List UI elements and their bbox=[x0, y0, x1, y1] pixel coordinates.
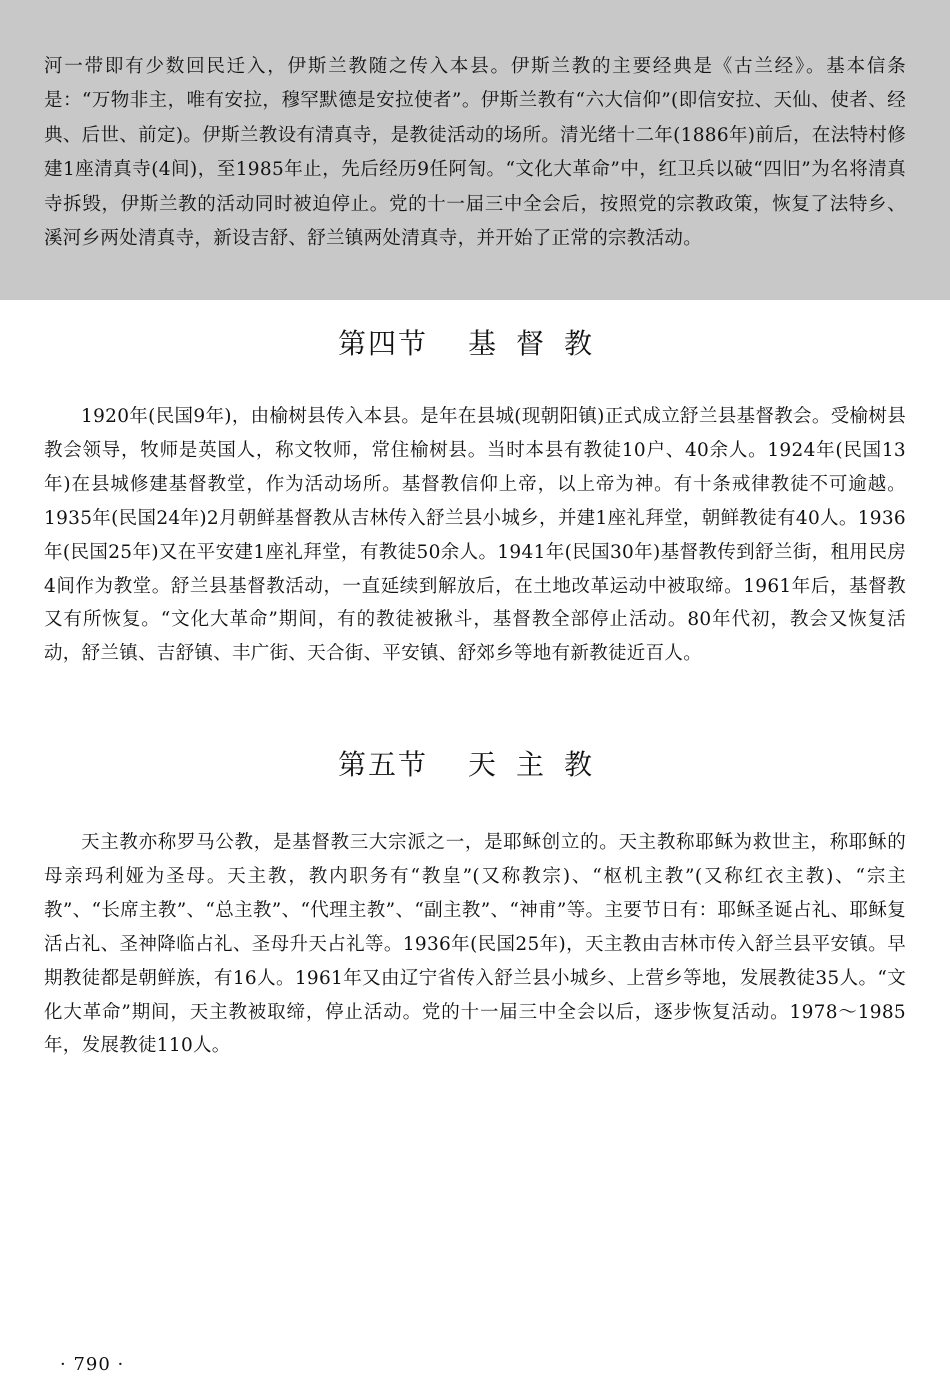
section-4-paragraph: 1920年(民国9年)，由榆树县传入本县。是年在县城(现朝阳镇)正式成立舒兰县基督教会。受榆树县教会领导，牧师是英国人，称文牧师，常住榆树县。当时本县有教徒10户、40余人。1924年(民国13年)在县城修建基督教堂，作为活动场所。基督教信仰上帝，以上帝为神。有十条戒律教徒不可逾越。1935年(民国24年)2月朝鲜基督教从吉林传入舒兰县小城乡，并建1座礼拜堂，朝鲜教徒有40人。1936年(民国25年)又在平安建1座礼拜堂，有教徒50余人。1941年(民国30年)基督教传到舒兰街，租用民房4间作为教堂。舒兰县基督教活动，一直延续到解放后，在土地改革运动中被取缔。1961年后，基督教又有所恢复。“文化大革命”期间，有的教徒被揪斗，基督教全部停止活动。80年代初，教会又恢复活动，舒兰镇、吉舒镇、丰广街、天合街、平安镇、舒郊乡等地有新教徒近百人。 bbox=[44, 406, 906, 665]
section-4-heading bbox=[0, 322, 950, 362]
section-5-heading bbox=[0, 743, 950, 783]
section-5-number: 第五节 bbox=[337, 748, 428, 781]
section-4-name: 基督教 bbox=[468, 327, 613, 360]
section-4-number: 第四节 bbox=[337, 327, 428, 360]
section-5-name: 天主教 bbox=[468, 748, 613, 781]
previous-section-continuation bbox=[0, 0, 950, 300]
section-5-paragraph: 天主教亦称罗马公教，是基督教三大宗派之一，是耶稣创立的。天主教称耶稣为救世主，称耶稣的母亲玛利娅为圣母。天主教，教内职务有“教皇”(又称教宗)、“枢机主教”(又称红衣主教)、“宗主教”、“长席主教”、“总主教”、“代理主教”、“副主教”、“神甫”等。主要节日有：耶稣圣诞占礼、耶稣复活占礼、圣神降临占礼、圣母升天占礼等。1936年(民国25年)，天主教由吉林市传入舒兰县平安镇。早期教徒都是朝鲜族，有16人。1961年又由辽宁省传入舒兰县小城乡、上营乡等地，发展教徒35人。“文化大革命”期间，天主教被取缔，停止活动。党的十一届三中全会以后，逐步恢复活动。1978～1985年，发展教徒110人。 bbox=[44, 832, 906, 1057]
page-number: · 790 · bbox=[60, 1354, 125, 1375]
continued-paragraph: 河一带即有少数回民迁入，伊斯兰教随之传入本县。伊斯兰教的主要经典是《古兰经》。基本信条是：“万物非主，唯有安拉，穆罕默德是安拉使者”。伊斯兰教有“六大信仰”(即信安拉、天仙、使者、经典、后世、前定)。伊斯兰教设有清真寺，是教徒活动的场所。清光绪十二年(1886年)前后，在法特村修建1座清真寺(4间)，至1985年止，先后经历9任阿訇。“文化大革命”中，红卫兵以破“四旧”为名将清真寺拆毁，伊斯兰教的活动同时被迫停止。党的十一届三中全会后，按照党的宗教政策，恢复了法特乡、溪河乡两处清真寺，新设吉舒、舒兰镇两处清真寺，并开始了正常的宗教活动。 bbox=[44, 56, 906, 250]
